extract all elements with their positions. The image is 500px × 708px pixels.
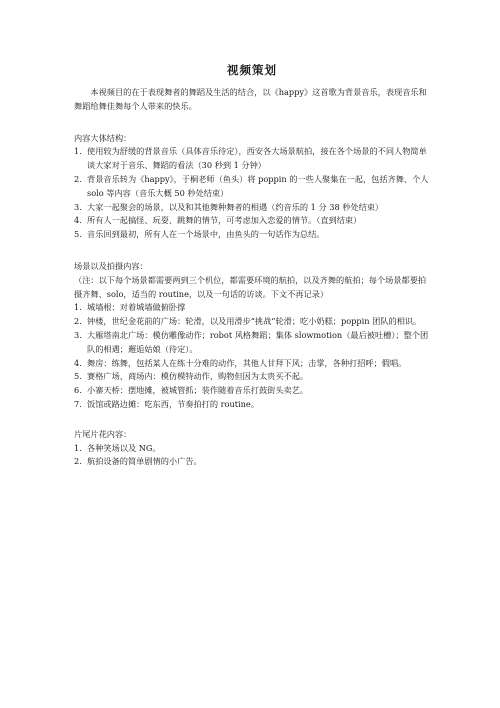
list-item: 1. 使用较为舒缓的背景音乐（具体音乐待定），西安各大场景航拍，接在各个场景的不同人物简单谈大家对于音乐、舞蹈的看法（30 秒到 1 分钟）: [74, 146, 427, 171]
list-item: 4. 舞房：练舞，包括某人在练十分难的动作，其他人甘拜下风；击掌，各种打招呼；假唱。: [74, 357, 407, 368]
list-item: 7. 饭馆或路边摊：吃东西，节奏拍打的 routine。: [74, 398, 259, 409]
list-item: 2. 航拍设备的简单剧情的小广告。: [74, 456, 202, 467]
document-title: 视频策划: [227, 63, 277, 77]
list-item: 3. 大雁塔南北广场：模仿雕像动作；robot 风格舞蹈；集体 slowmotion（最后被吐槽）；整个团队的相遇；邂逅姑娘（待定）。: [74, 329, 429, 354]
credits-list: [74, 442, 430, 470]
list-item: 5. 音乐回到最初，所有人在一个场景中，由鱼头的一句话作为总结。: [74, 229, 325, 240]
list-item: 5. 赛格广场、商场内：模仿模特动作，购物但因为太贵买不起。: [74, 371, 309, 382]
list-item: 6. 小寨天桥：摆地摊，被城管抓；装作随着音乐打鼓街头卖艺。: [74, 385, 309, 396]
structure-heading: 内容大体结构：: [74, 132, 132, 143]
intro-paragraph: 本视频目的在于表现舞者的舞蹈及生活的结合，以《happy》这首歌为背景音乐，表现音乐和舞蹈给舞佳舞每个人带来的快乐。: [74, 87, 427, 111]
list-item: 3. 大家一起聚会的场景，以及和其他舞种舞者的相遇（约音乐的 1 分 38 秒处结束）: [74, 201, 384, 212]
list-item: 1. 城墙根：对着城墙做俯卧撑: [74, 302, 186, 313]
list-item: 1. 各种笑场以及 NG。: [74, 442, 161, 453]
scenes-list: [74, 301, 430, 411]
structure-list: [74, 145, 430, 242]
list-item: 4. 所有人一起搞怪、玩耍、跳舞的情节，可考虑加入恋爱的情节。（直到结束）: [74, 215, 362, 226]
credits-heading: 片尾片花内容：: [74, 428, 132, 439]
scenes-note: （注：以下每个场景都需要两到三个机位，都需要环境的航拍，以及齐舞的航拍；每个场景都要拍摄齐舞、solo，适当的 routine，以及一句话的访谈。下文不再记录）: [74, 274, 427, 299]
list-item: 2. 背景音乐转为《happy》，于桐老师（鱼头）将 poppin 的一些人聚集在一起，包括齐舞、个人 solo 等内容（音乐大概 50 秒处结束）: [74, 173, 429, 198]
scenes-heading: 场景以及拍摄内容：: [74, 260, 148, 271]
list-item: 2. 钟楼，世纪金花前的广场：轮滑，以及用滑步“挑战”轮滑；吃小奶糕；poppin 团队的相识。: [74, 316, 422, 327]
